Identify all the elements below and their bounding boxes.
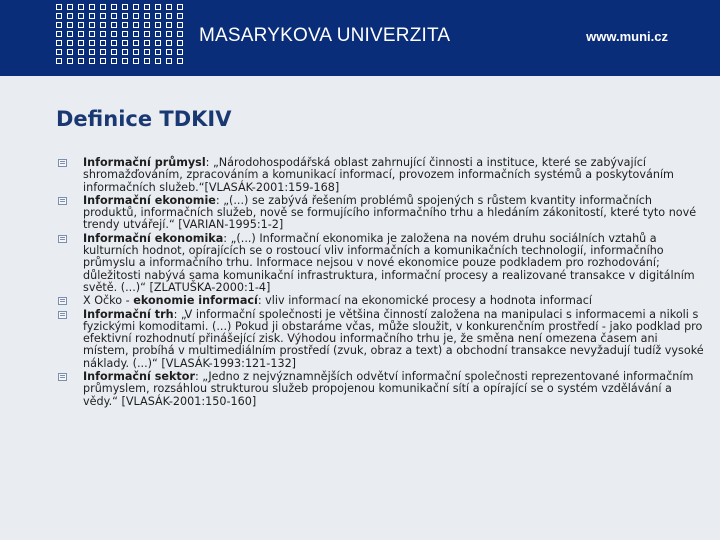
item-text: : vliv informací na ekonomické procesy a hodnota informací bbox=[257, 294, 592, 308]
bullet-icon bbox=[58, 159, 67, 167]
list-item bbox=[58, 371, 704, 408]
logo-dot bbox=[144, 40, 150, 46]
logo-dot bbox=[155, 31, 161, 37]
logo-dot bbox=[166, 49, 172, 55]
item-text: : „Národohospodářská oblast zahrnující činnosti a instituce, které se zabývající shromažďováním, zpracováním a komunikací informací, provozem informačních systémů a poskytováním informačních služeb.“[VLASÁK-2001:159-168] bbox=[83, 156, 674, 194]
logo-dot bbox=[133, 49, 139, 55]
logo-dot bbox=[177, 22, 183, 28]
logo-dot bbox=[78, 4, 84, 10]
bullet-icon bbox=[58, 311, 67, 319]
logo-dot bbox=[122, 31, 128, 37]
logo-dot bbox=[89, 22, 95, 28]
logo-dot-grid bbox=[56, 4, 184, 70]
logo-dot bbox=[89, 31, 95, 37]
bullet-icon bbox=[58, 297, 67, 305]
logo-dot bbox=[155, 4, 161, 10]
logo-dot bbox=[56, 4, 62, 10]
logo-dot bbox=[67, 4, 73, 10]
logo-dot bbox=[133, 22, 139, 28]
logo-dot bbox=[177, 40, 183, 46]
logo-dot bbox=[100, 22, 106, 28]
logo-dot bbox=[155, 40, 161, 46]
logo-dot bbox=[56, 31, 62, 37]
item-text: : „(...) se zabývá řešením problémů spojených s růstem kvantity informačních produktů, informačních služeb, nově se formujícího informačního trhu a hledáním zákonitostí, které tyto nové trendy utvářejí.“ [VARIAN-1995:1-2] bbox=[83, 193, 697, 232]
logo-dot bbox=[56, 49, 62, 55]
logo-dot bbox=[144, 22, 150, 28]
logo-dot bbox=[67, 40, 73, 46]
item-text: : „V informační společnosti je většina činností založena na manipulaci s informacemi a nikoli s fyzickými komoditami. (...) Pokud ji obstaráme včas, může sloužit, v konkurenčním prostředí - jako podklad pro efektivní rozhodnutí přinášející zisk. Výhodou informačního trhu je, že směna není omezena časem ani místem, probíhá v multimediálním prostředí (zvuk, obraz a text) a obchodní transakce nevyžadují tudíž vysoké náklady. (...)“ [VLASÁK-1993:121-132] bbox=[83, 307, 704, 370]
list-item bbox=[58, 309, 704, 370]
list-item bbox=[58, 195, 704, 232]
logo-dot bbox=[133, 40, 139, 46]
logo-dot bbox=[144, 49, 150, 55]
logo-dot bbox=[122, 40, 128, 46]
logo-dot bbox=[89, 13, 95, 19]
logo-dot bbox=[67, 58, 73, 64]
website-link[interactable]: www.muni.cz bbox=[586, 29, 668, 44]
logo-dot bbox=[111, 31, 117, 37]
logo-dot bbox=[100, 31, 106, 37]
logo-dot bbox=[67, 31, 73, 37]
item-text: : „Jedno z nejvýznamnějších odvětví informační společnosti reprezentované informačním průmyslem, rozsáhlou strukturou služeb propojenou komunikační sítí a opírající se o systém vzdělávání a vědy.“ [VLASÁK-2001:150-160] bbox=[83, 370, 694, 408]
logo-dot bbox=[133, 4, 139, 10]
item-term: Informační průmysl bbox=[83, 156, 206, 169]
logo-dot bbox=[67, 49, 73, 55]
logo-dot bbox=[78, 49, 84, 55]
logo-dot bbox=[155, 58, 161, 64]
logo-dot bbox=[144, 4, 150, 10]
logo-dot bbox=[155, 13, 161, 19]
logo-dot bbox=[78, 22, 84, 28]
logo-dot bbox=[166, 4, 172, 10]
logo-dot bbox=[155, 22, 161, 28]
logo-dot bbox=[78, 13, 84, 19]
logo-dot bbox=[89, 40, 95, 46]
logo-dot bbox=[89, 58, 95, 64]
logo-dot bbox=[56, 22, 62, 28]
list-item bbox=[58, 295, 704, 307]
logo-dot bbox=[133, 31, 139, 37]
logo-dot bbox=[166, 31, 172, 37]
logo-dot bbox=[122, 58, 128, 64]
logo-dot bbox=[166, 22, 172, 28]
logo-dot bbox=[111, 13, 117, 19]
header-bar bbox=[0, 0, 720, 76]
bullet-icon bbox=[58, 373, 67, 381]
logo-dot bbox=[56, 13, 62, 19]
item-term: Informační sektor bbox=[83, 370, 195, 384]
bullet-icon bbox=[58, 197, 67, 205]
logo-dot bbox=[111, 58, 117, 64]
logo-dot bbox=[177, 49, 183, 55]
logo-dot bbox=[155, 49, 161, 55]
logo-dot bbox=[56, 58, 62, 64]
logo-dot bbox=[100, 13, 106, 19]
logo-dot bbox=[78, 58, 84, 64]
item-term: Informační ekonomie bbox=[83, 193, 216, 207]
logo-dot bbox=[111, 4, 117, 10]
item-term: Informační ekonomika bbox=[83, 231, 224, 245]
list-item bbox=[58, 157, 704, 194]
university-name: MASARYKOVA UNIVERZITA bbox=[199, 25, 451, 46]
logo-dot bbox=[89, 4, 95, 10]
logo-dot bbox=[89, 49, 95, 55]
logo-dot bbox=[133, 58, 139, 64]
logo-dot bbox=[67, 22, 73, 28]
logo-dot bbox=[111, 22, 117, 28]
logo-dot bbox=[144, 58, 150, 64]
logo-dot bbox=[100, 58, 106, 64]
logo-dot bbox=[122, 13, 128, 19]
logo-dot bbox=[144, 31, 150, 37]
definition-list bbox=[58, 157, 704, 409]
logo-dot bbox=[177, 13, 183, 19]
logo-dot bbox=[111, 40, 117, 46]
item-term: ekonomie informací bbox=[133, 294, 258, 308]
logo-dot bbox=[122, 4, 128, 10]
logo-dot bbox=[78, 40, 84, 46]
logo-dot bbox=[177, 4, 183, 10]
logo-dot bbox=[67, 13, 73, 19]
logo-dot bbox=[144, 13, 150, 19]
logo-dot bbox=[100, 4, 106, 10]
slide-title: Definice TDKIV bbox=[56, 107, 232, 131]
logo-dot bbox=[166, 13, 172, 19]
item-term: Informační trh bbox=[83, 307, 174, 321]
logo-dot bbox=[177, 58, 183, 64]
logo-dot bbox=[100, 40, 106, 46]
logo-dot bbox=[177, 31, 183, 37]
logo-dot bbox=[166, 40, 172, 46]
logo-dot bbox=[133, 13, 139, 19]
logo-dot bbox=[56, 40, 62, 46]
item-prefix: X Očko - bbox=[83, 294, 134, 308]
logo-dot bbox=[166, 58, 172, 64]
item-text: : „(...) Informační ekonomika je založena na novém druhu sociálních vztahů a kulturních hodnot, opírajících se o rostoucí vliv informačních a komunikačních technologií, informačního průmyslu a informačního trhu. Informace nejsou v nové ekonomice pouze podkladem pro rozhodování; důležitosti nabývá sama komunikační infrastruktura, informační procesy a realizované transakce v digitálním světě. (...)“ [ZLATUŠKA-2000:1-4] bbox=[83, 231, 695, 294]
logo-dot bbox=[111, 49, 117, 55]
logo-dot bbox=[78, 31, 84, 37]
logo-dot bbox=[100, 49, 106, 55]
list-item bbox=[58, 233, 704, 294]
logo-dot bbox=[122, 22, 128, 28]
logo-dot bbox=[122, 49, 128, 55]
bullet-icon bbox=[58, 235, 67, 243]
